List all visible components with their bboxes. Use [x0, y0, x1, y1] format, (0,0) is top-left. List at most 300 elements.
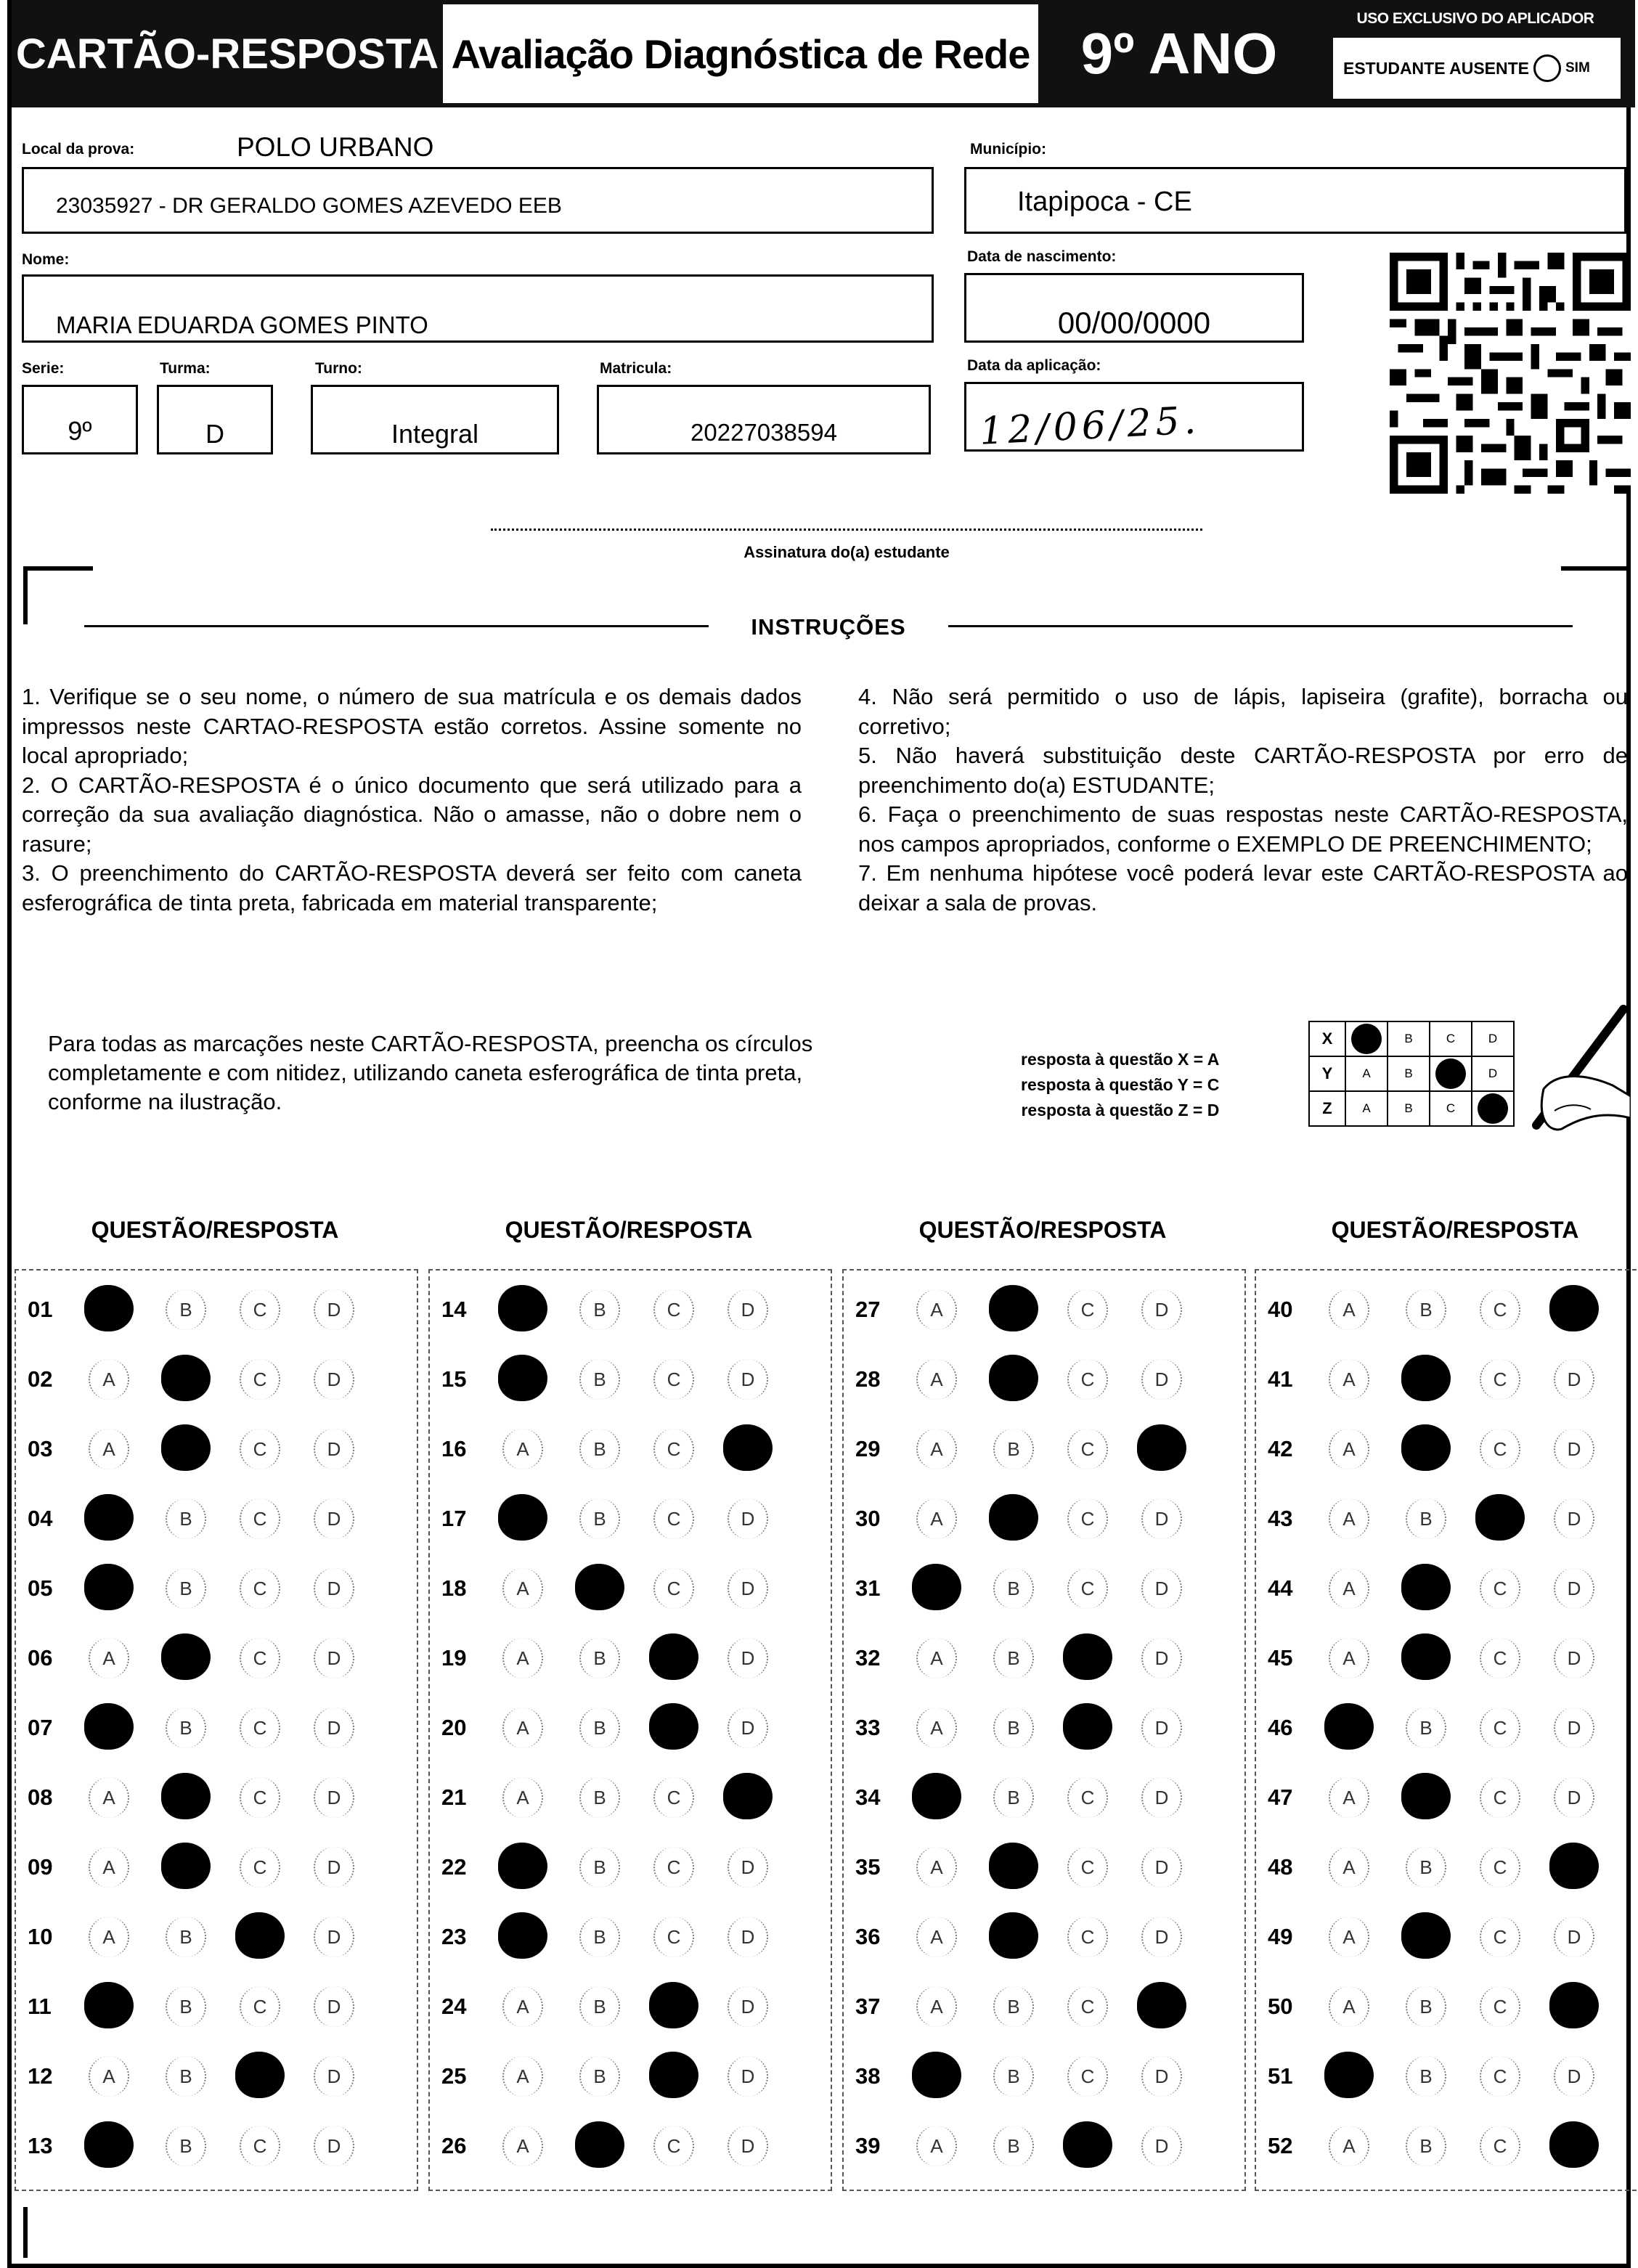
filled-answer-bubble[interactable]: [84, 1703, 134, 1750]
answer-bubble[interactable]: [1067, 1986, 1108, 2027]
answer-bubble[interactable]: [502, 1638, 543, 1678]
answer-bubble[interactable]: [166, 2126, 206, 2166]
filled-answer-bubble[interactable]: [575, 2121, 624, 2168]
bubble-letter: B: [593, 1856, 606, 1878]
answer-bubble[interactable]: [89, 1429, 129, 1469]
answer-bubble[interactable]: [1406, 2126, 1446, 2166]
answer-bubble[interactable]: [728, 1847, 768, 1888]
answer-bubble[interactable]: [1329, 1289, 1369, 1330]
answer-row: [16, 1623, 420, 1693]
answer-bubble[interactable]: [1141, 1708, 1182, 1748]
example-option: A: [1345, 1091, 1388, 1126]
answer-bubble[interactable]: [1554, 1498, 1594, 1539]
filled-answer-bubble[interactable]: [84, 2121, 134, 2168]
filled-answer-bubble[interactable]: [723, 1773, 773, 1819]
answer-bubble[interactable]: [240, 1708, 280, 1748]
answer-bubble[interactable]: [1141, 2056, 1182, 2097]
filled-answer-bubble[interactable]: [1063, 1703, 1112, 1750]
answer-bubble[interactable]: [1554, 1568, 1594, 1609]
answer-bubble[interactable]: [728, 1359, 768, 1400]
answer-bubble[interactable]: [240, 1429, 280, 1469]
question-number: 24: [441, 1994, 467, 2019]
answer-bubble[interactable]: [1141, 2126, 1182, 2166]
answer-bubble[interactable]: [653, 1917, 694, 1957]
answer-bubble[interactable]: [1329, 1568, 1369, 1609]
filled-answer-bubble[interactable]: [989, 1285, 1038, 1331]
answer-bubble[interactable]: [1406, 1986, 1446, 2027]
answer-bubble[interactable]: [502, 1429, 543, 1469]
answer-bubble[interactable]: [579, 1498, 620, 1539]
answer-bubble[interactable]: [579, 2056, 620, 2097]
answer-bubble[interactable]: [1480, 1429, 1520, 1469]
filled-answer-bubble[interactable]: [1324, 1703, 1374, 1750]
answer-bubble[interactable]: [993, 1568, 1034, 1609]
filled-answer-bubble[interactable]: [1401, 1633, 1451, 1680]
filled-answer-bubble[interactable]: [498, 1912, 547, 1959]
answer-bubble[interactable]: [240, 1986, 280, 2027]
filled-answer-bubble[interactable]: [84, 1285, 134, 1331]
bubble-letter: A: [1342, 1786, 1356, 1808]
bubble-letter: B: [1007, 1437, 1020, 1460]
answer-bubble[interactable]: [579, 1917, 620, 1957]
answer-bubble[interactable]: [728, 1568, 768, 1609]
filled-answer-bubble[interactable]: [912, 1773, 961, 1819]
answer-bubble[interactable]: [314, 1429, 354, 1469]
answer-bubble[interactable]: [1067, 1568, 1108, 1609]
answer-bubble[interactable]: [728, 2126, 768, 2166]
filled-answer-bubble[interactable]: [161, 1773, 211, 1819]
filled-answer-bubble[interactable]: [649, 1982, 698, 2028]
answer-bubble[interactable]: [916, 1986, 957, 2027]
bubble-letter: D: [1154, 1507, 1169, 1530]
question-number: 04: [28, 1506, 53, 1531]
answer-bubble[interactable]: [314, 1847, 354, 1888]
answer-bubble[interactable]: [579, 1638, 620, 1678]
answer-bubble[interactable]: [502, 1708, 543, 1748]
turma-field: [157, 385, 273, 454]
answer-bubble[interactable]: [502, 1986, 543, 2027]
bubble-letter: B: [1007, 1577, 1020, 1599]
filled-answer-bubble[interactable]: [1324, 2052, 1374, 2098]
answer-row: [1256, 1763, 1638, 1832]
answer-bubble[interactable]: [1329, 1777, 1369, 1818]
answer-row: [16, 1763, 420, 1832]
answer-bubble[interactable]: [653, 1289, 694, 1330]
nome-field: [22, 274, 934, 343]
bubble-letter: D: [1567, 1368, 1581, 1390]
answer-bubble[interactable]: [240, 1777, 280, 1818]
filled-answer-bubble[interactable]: [498, 1494, 547, 1541]
bubble-letter: D: [741, 2134, 755, 2157]
answer-bubble[interactable]: [1554, 1917, 1594, 1957]
answer-bubble[interactable]: [1480, 1359, 1520, 1400]
answer-bubble[interactable]: [1329, 1986, 1369, 2027]
answer-bubble[interactable]: [993, 2126, 1034, 2166]
bubble-letter: B: [1419, 1856, 1433, 1878]
answer-bubble[interactable]: [240, 1498, 280, 1539]
bubble-letter: D: [327, 1298, 341, 1321]
answer-row: [16, 1832, 420, 1902]
fill-instructions: Para todas as marcações neste CARTÃO-RESPOSTA, preencha os círculos completamente e com nitidez, utilizando caneta esferográfica de tinta preta, conforme na ilustração.: [48, 1031, 813, 1114]
answer-bubble[interactable]: [1406, 1498, 1446, 1539]
question-number: 03: [28, 1436, 53, 1461]
filled-answer-bubble[interactable]: [1137, 1982, 1186, 2028]
answer-bubble[interactable]: [1406, 1708, 1446, 1748]
answer-bubble[interactable]: [1141, 1568, 1182, 1609]
answer-bubble[interactable]: [166, 1289, 206, 1330]
answer-bubble[interactable]: [1480, 1638, 1520, 1678]
bubble-letter: A: [516, 1786, 529, 1808]
answer-bubble[interactable]: [1067, 1777, 1108, 1818]
answer-bubble[interactable]: [1406, 1289, 1446, 1330]
answer-bubble[interactable]: [1480, 1708, 1520, 1748]
answer-bubble[interactable]: [653, 1847, 694, 1888]
filled-answer-bubble[interactable]: [161, 1355, 211, 1401]
example-legend: [1021, 1047, 1219, 1123]
answer-bubble[interactable]: [240, 1847, 280, 1888]
filled-answer-bubble[interactable]: [989, 1912, 1038, 1959]
bubble-letter: A: [930, 1995, 943, 2018]
answer-bubble[interactable]: [89, 2056, 129, 2097]
answer-bubble[interactable]: [916, 1289, 957, 1330]
filled-answer-bubble[interactable]: [84, 1494, 134, 1541]
answer-bubble[interactable]: [579, 1847, 620, 1888]
answer-row: [430, 2111, 834, 2181]
answer-bubble[interactable]: [1406, 2056, 1446, 2097]
answer-bubble[interactable]: [166, 1498, 206, 1539]
answer-bubble[interactable]: [502, 1568, 543, 1609]
answer-row: [430, 1902, 834, 1972]
answer-bubble[interactable]: [314, 1708, 354, 1748]
answer-bubble[interactable]: [653, 1777, 694, 1818]
answer-bubble[interactable]: [502, 1777, 543, 1818]
example-filled-bubble: [1345, 1021, 1388, 1056]
filled-answer-bubble[interactable]: [161, 1424, 211, 1471]
question-number: 28: [855, 1366, 881, 1392]
answer-bubble[interactable]: [166, 2056, 206, 2097]
answer-bubble[interactable]: [89, 1638, 129, 1678]
bubble-letter: B: [1007, 1716, 1020, 1739]
answer-bubble[interactable]: [1329, 1498, 1369, 1539]
answer-bubble[interactable]: [1141, 1777, 1182, 1818]
answer-bubble[interactable]: [1067, 2056, 1108, 2097]
filled-answer-bubble[interactable]: [1475, 1494, 1525, 1541]
answer-bubble[interactable]: [1141, 1847, 1182, 1888]
answer-bubble[interactable]: [1067, 1498, 1108, 1539]
bubble-letter: D: [327, 1856, 341, 1878]
answer-bubble[interactable]: [166, 1917, 206, 1957]
filled-answer-bubble[interactable]: [1549, 1285, 1599, 1331]
answer-row: [430, 1832, 834, 1902]
bubble-letter: C: [1080, 1368, 1095, 1390]
bubble-letter: A: [102, 1786, 115, 1808]
answer-bubble[interactable]: [916, 1917, 957, 1957]
answer-bubble[interactable]: [579, 1708, 620, 1748]
answer-bubble[interactable]: [502, 2126, 543, 2166]
filled-answer-bubble[interactable]: [723, 1424, 773, 1471]
answer-bubble[interactable]: [653, 1568, 694, 1609]
answer-bubble[interactable]: [916, 1359, 957, 1400]
answer-bubble[interactable]: [653, 2126, 694, 2166]
answer-row: [1256, 1623, 1638, 1693]
answer-bubble[interactable]: [1329, 1429, 1369, 1469]
filled-answer-bubble[interactable]: [989, 1843, 1038, 1889]
filled-answer-bubble[interactable]: [1401, 1912, 1451, 1959]
instructions-right: [858, 682, 1628, 918]
answer-bubble[interactable]: [916, 1638, 957, 1678]
bubble-letter: D: [1567, 1647, 1581, 1669]
answer-bubble[interactable]: [1480, 1289, 1520, 1330]
answer-bubble[interactable]: [314, 2126, 354, 2166]
answer-bubble[interactable]: [653, 1359, 694, 1400]
filled-answer-bubble[interactable]: [575, 1564, 624, 1610]
question-number: 35: [855, 1854, 881, 1880]
bubble-letter: A: [1342, 1298, 1356, 1321]
answer-bubble[interactable]: [89, 1359, 129, 1400]
answer-bubble[interactable]: [993, 1708, 1034, 1748]
answer-bubble[interactable]: [314, 1568, 354, 1609]
answer-bubble[interactable]: [916, 1429, 957, 1469]
bubble-letter: D: [741, 1577, 755, 1599]
answer-bubble[interactable]: [1480, 2056, 1520, 2097]
answer-bubble[interactable]: [1480, 1847, 1520, 1888]
filled-answer-bubble[interactable]: [498, 1843, 547, 1889]
filled-answer-bubble[interactable]: [912, 1564, 961, 1610]
answer-bubble[interactable]: [728, 1638, 768, 1678]
answer-bubble[interactable]: [993, 1638, 1034, 1678]
instruction-5: 5. Não haverá substituição deste CARTÃO-RESPOSTA por erro de preenchimento do(a) ESTUDANTE;: [858, 743, 1628, 798]
filled-answer-bubble[interactable]: [1137, 1424, 1186, 1471]
answer-bubble[interactable]: [1554, 2056, 1594, 2097]
filled-answer-bubble[interactable]: [989, 1355, 1038, 1401]
filled-answer-bubble[interactable]: [161, 1633, 211, 1680]
filled-answer-bubble[interactable]: [649, 1703, 698, 1750]
bubble-letter: D: [741, 2065, 755, 2087]
answer-bubble[interactable]: [89, 1847, 129, 1888]
filled-answer-bubble[interactable]: [1063, 1633, 1112, 1680]
answer-row: [1256, 1972, 1638, 2041]
answer-row: [1256, 1554, 1638, 1623]
answer-bubble[interactable]: [89, 1917, 129, 1957]
question-number: 14: [441, 1297, 467, 1322]
filled-answer-bubble[interactable]: [235, 1912, 285, 1959]
filled-answer-bubble[interactable]: [1401, 1564, 1451, 1610]
answer-bubble[interactable]: [314, 1359, 354, 1400]
answer-bubble[interactable]: [993, 1429, 1034, 1469]
answer-bubble[interactable]: [1554, 1777, 1594, 1818]
answer-row: [1256, 1832, 1638, 1902]
answer-row: [1256, 1902, 1638, 1972]
answer-bubble[interactable]: [1480, 2126, 1520, 2166]
answer-bubble[interactable]: [916, 1847, 957, 1888]
signature-line: [491, 529, 1202, 531]
bubble-letter: C: [667, 1786, 681, 1808]
answer-bubble[interactable]: [1329, 2126, 1369, 2166]
bubble-letter: B: [1419, 2134, 1433, 2157]
answer-bubble[interactable]: [728, 1289, 768, 1330]
answer-bubble[interactable]: [1480, 1568, 1520, 1609]
filled-answer-bubble[interactable]: [498, 1355, 547, 1401]
answer-bubble[interactable]: [89, 1777, 129, 1818]
absent-bubble[interactable]: [1533, 54, 1561, 82]
filled-answer-bubble[interactable]: [235, 2052, 285, 2098]
answer-bubble[interactable]: [579, 1289, 620, 1330]
answer-bubble[interactable]: [728, 1708, 768, 1748]
filled-answer-bubble[interactable]: [1549, 2121, 1599, 2168]
bubble-letter: A: [1342, 1507, 1356, 1530]
answer-bubble[interactable]: [993, 2056, 1034, 2097]
answer-bubble[interactable]: [1141, 1498, 1182, 1539]
answer-bubble[interactable]: [1067, 1359, 1108, 1400]
bubble-letter: B: [179, 1507, 192, 1530]
bubble-letter: B: [179, 2134, 192, 2157]
bubble-letter: C: [1080, 2065, 1095, 2087]
answer-bubble[interactable]: [728, 2056, 768, 2097]
bubble-letter: B: [179, 1577, 192, 1599]
instructions-left: [22, 682, 802, 918]
answer-bubble[interactable]: [1480, 1986, 1520, 2027]
filled-answer-bubble[interactable]: [649, 1633, 698, 1680]
question-number: 38: [855, 2063, 881, 2089]
answer-bubble[interactable]: [1067, 1289, 1108, 1330]
question-number: 33: [855, 1715, 881, 1740]
answer-bubble[interactable]: [1141, 1638, 1182, 1678]
bubble-letter: D: [327, 1577, 341, 1599]
bubble-letter: C: [1493, 1925, 1507, 1948]
answer-bubble[interactable]: [1067, 1917, 1108, 1957]
answer-row: [430, 1275, 834, 1345]
card-title: CARTÃO-RESPOSTA: [12, 0, 443, 107]
bubble-letter: D: [1567, 1577, 1581, 1599]
question-number: 06: [28, 1645, 53, 1671]
answer-bubble[interactable]: [653, 1429, 694, 1469]
answer-bubble[interactable]: [1329, 1917, 1369, 1957]
answer-bubble[interactable]: [579, 1359, 620, 1400]
answer-bubble[interactable]: [166, 1568, 206, 1609]
filled-answer-bubble[interactable]: [161, 1843, 211, 1889]
answer-bubble[interactable]: [1554, 1429, 1594, 1469]
bubble-letter: B: [593, 1437, 606, 1460]
filled-answer-bubble[interactable]: [1401, 1773, 1451, 1819]
filled-answer-bubble[interactable]: [1549, 1843, 1599, 1889]
filled-answer-bubble[interactable]: [1401, 1424, 1451, 1471]
question-number: 12: [28, 2063, 53, 2089]
answer-bubble[interactable]: [653, 1498, 694, 1539]
question-number: 48: [1268, 1854, 1293, 1880]
answer-bubble[interactable]: [502, 2056, 543, 2097]
answer-bubble[interactable]: [166, 1986, 206, 2027]
question-number: 50: [1268, 1994, 1293, 2019]
answer-bubble[interactable]: [240, 1638, 280, 1678]
answer-bubble[interactable]: [728, 1498, 768, 1539]
bubble-letter: B: [593, 1716, 606, 1739]
answer-bubble[interactable]: [314, 1638, 354, 1678]
answer-bubble[interactable]: [993, 1986, 1034, 2027]
answer-bubble[interactable]: [1329, 1638, 1369, 1678]
answer-bubble[interactable]: [1554, 1708, 1594, 1748]
filled-answer-bubble[interactable]: [1401, 1355, 1451, 1401]
bubble-letter: B: [593, 2065, 606, 2087]
bubble-letter: C: [1080, 1577, 1095, 1599]
bubble-letter: B: [593, 1298, 606, 1321]
filled-answer-bubble[interactable]: [989, 1494, 1038, 1541]
bubble-letter: A: [930, 1298, 943, 1321]
answer-bubble[interactable]: [1141, 1289, 1182, 1330]
filled-answer-bubble[interactable]: [498, 1285, 547, 1331]
bubble-letter: A: [1342, 2134, 1356, 2157]
bubble-letter: C: [1493, 2065, 1507, 2087]
filled-answer-bubble[interactable]: [84, 1982, 134, 2028]
answer-bubble[interactable]: [314, 2056, 354, 2097]
filled-answer-bubble[interactable]: [84, 1564, 134, 1610]
bubble-letter: A: [1342, 1995, 1356, 2018]
answer-bubble[interactable]: [728, 1986, 768, 2027]
answer-bubble[interactable]: [1406, 1847, 1446, 1888]
answer-bubble[interactable]: [314, 1498, 354, 1539]
filled-answer-bubble[interactable]: [912, 2052, 961, 2098]
answer-bubble[interactable]: [314, 1777, 354, 1818]
answer-bubble[interactable]: [240, 2126, 280, 2166]
bubble-letter: B: [179, 1716, 192, 1739]
answer-bubble[interactable]: [240, 1359, 280, 1400]
answer-bubble[interactable]: [1554, 1638, 1594, 1678]
answer-bubble[interactable]: [166, 1708, 206, 1748]
bubble-letter: B: [1419, 1298, 1433, 1321]
example-row-label: Z: [1309, 1091, 1345, 1126]
answer-bubble[interactable]: [579, 1777, 620, 1818]
answer-bubble[interactable]: [1480, 1777, 1520, 1818]
bubble-letter: C: [1080, 1995, 1095, 2018]
answer-bubble[interactable]: [916, 2126, 957, 2166]
instruction-1: 1. Verifique se o seu nome, o número de sua matrícula e os demais dados impressos neste CARTAO-RESPOSTA estão corretos. Assine somente no local apropriado;: [22, 684, 802, 768]
answer-bubble[interactable]: [1067, 1847, 1108, 1888]
answer-bubble[interactable]: [579, 1986, 620, 2027]
question-number: 43: [1268, 1506, 1293, 1531]
filled-answer-bubble[interactable]: [1549, 1982, 1599, 2028]
answer-bubble[interactable]: [916, 1498, 957, 1539]
answer-bubble[interactable]: [1329, 1359, 1369, 1400]
filled-answer-bubble[interactable]: [1063, 2121, 1112, 2168]
answer-bubble[interactable]: [1554, 1359, 1594, 1400]
question-number: 11: [28, 1994, 52, 2019]
answer-bubble[interactable]: [1480, 1917, 1520, 1957]
answer-bubble[interactable]: [579, 1429, 620, 1469]
bubble-letter: C: [1080, 1298, 1095, 1321]
answer-bubble[interactable]: [314, 1917, 354, 1957]
bubble-letter: B: [1419, 1716, 1433, 1739]
answer-bubble[interactable]: [314, 1986, 354, 2027]
answer-bubble[interactable]: [314, 1289, 354, 1330]
answer-bubble[interactable]: [240, 1289, 280, 1330]
answer-bubble[interactable]: [1141, 1359, 1182, 1400]
answer-bubble[interactable]: [916, 1708, 957, 1748]
bubble-letter: D: [327, 2065, 341, 2087]
answer-bubble[interactable]: [1329, 1847, 1369, 1888]
answer-bubble[interactable]: [1141, 1917, 1182, 1957]
answer-bubble[interactable]: [240, 1568, 280, 1609]
answer-bubble[interactable]: [993, 1777, 1034, 1818]
bubble-letter: C: [253, 1298, 267, 1321]
question-number: 26: [441, 2133, 467, 2158]
answer-row: [1256, 2111, 1638, 2181]
answer-bubble[interactable]: [1067, 1429, 1108, 1469]
question-number: 52: [1268, 2133, 1293, 2158]
filled-answer-bubble[interactable]: [649, 2052, 698, 2098]
bubble-letter: A: [102, 1437, 115, 1460]
answer-bubble[interactable]: [728, 1917, 768, 1957]
answer-row: [430, 1623, 834, 1693]
bubble-letter: C: [1493, 1298, 1507, 1321]
